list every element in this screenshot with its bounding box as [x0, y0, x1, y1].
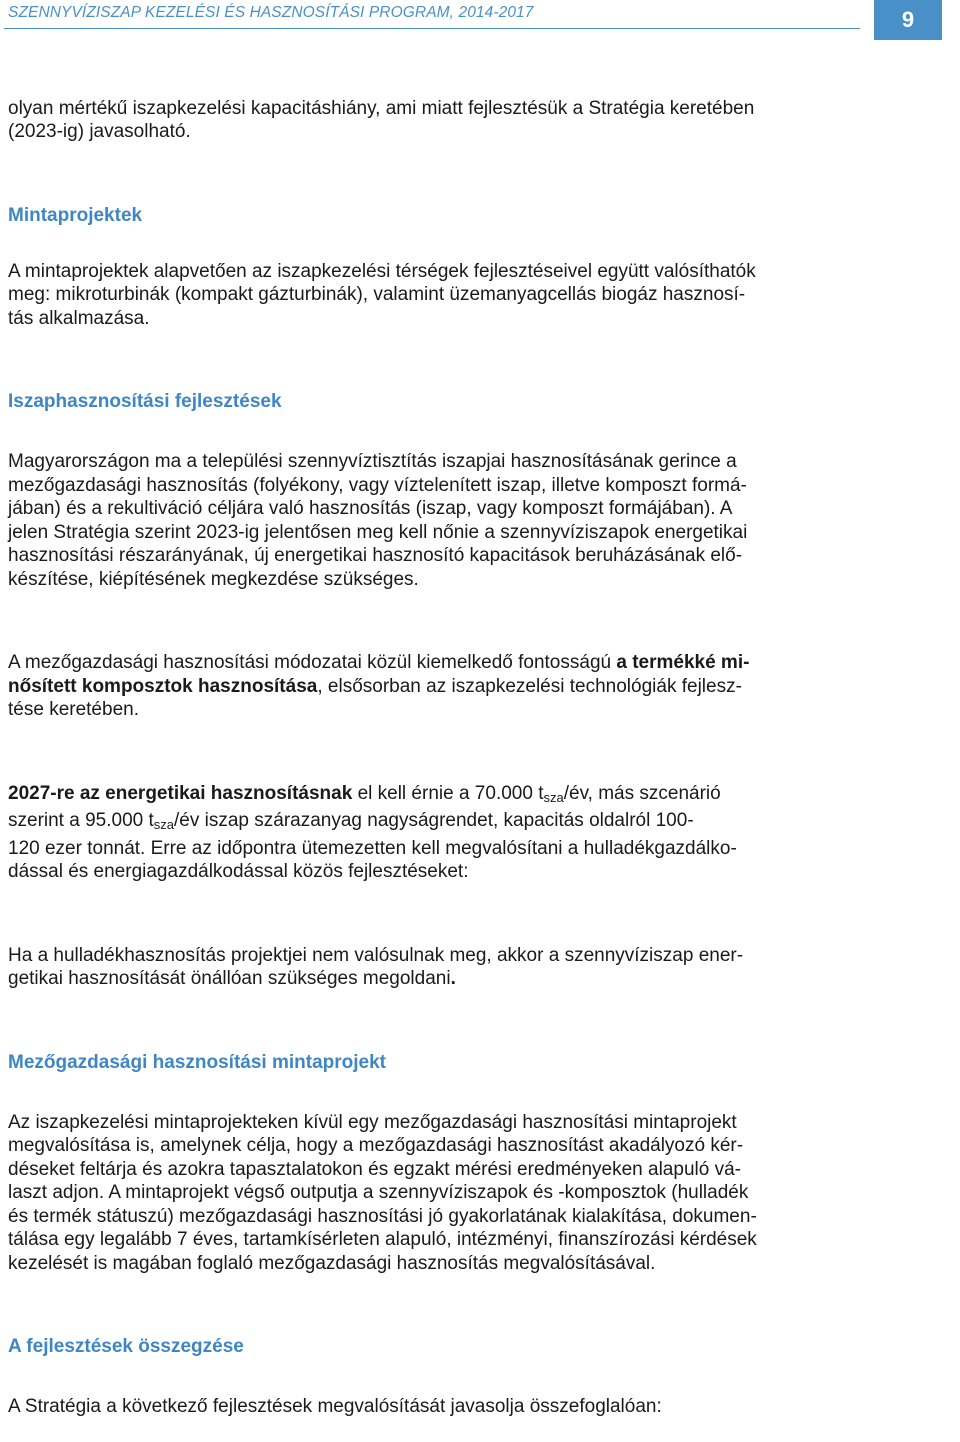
document-body — [8, 73, 954, 1442]
heading-fejlesztesek-osszegzese: A fejlesztések összegzése — [8, 1336, 244, 1357]
text-run: el kell érnie a 70.000 t — [352, 782, 544, 804]
bold-period: . — [450, 968, 456, 989]
paragraph-strategia: A Stratégia a következő fejlesztések megvalósítását javasolja összefoglalóan: — [8, 1396, 662, 1417]
document-running-title: SZENNYVÍZISZAP KEZELÉSI ÉS HASZNOSÍTÁSI PROGRAM, 2014-2017 — [8, 4, 534, 21]
heading-iszaphasznositasi-fejlesztesek: Iszaphasznosítási fejlesztések — [8, 391, 282, 412]
paragraph-ha-hulladekhasznositas — [8, 944, 954, 991]
bold-text-run: 2027-re az energetikai hasznosításnak — [8, 782, 353, 804]
subscript-sza: sza — [543, 789, 564, 805]
paragraph-2027-target — [8, 782, 954, 884]
subscript-sza: sza — [153, 817, 174, 832]
page-header — [0, 0, 960, 44]
text-run: Ha a hulladékhasznosítás projektjei nem valósulnak meg, akkor a szennyvíziszap ener- getikai hasznosítását önállóan szükséges megoldani — [8, 944, 744, 989]
paragraph-magyarorszagon: Magyarországon ma a települési szennyvíztisztítás iszapjai hasznosításának gerince a mezőgazdasági hasznosítás (folyékony, vagy víztelenített iszap, illetve komposzt formá- jában) és a rekultiváció céljára való hasznosítás (iszap, vagy komposzt formájában). A jelen Stratégia szerint 2023-ig jelentősen meg kell nőnie a szennyvíziszapok energetikai hasznosítási részarányának, új energetikai hasznosító kapacitások beruházásának elő- készítése, kiépítésének megkezdése szükséges. — [8, 451, 748, 590]
text-run: /év, más szcenárió szerint a 95.000 t — [8, 782, 721, 831]
paragraph-modozatai — [8, 651, 954, 722]
paragraph-intro: olyan mértékű iszapkezelési kapacitáshiány, ami miatt fejlesztésük a Stratégia keretében (2023-ig) javasolható. — [8, 97, 755, 142]
bold-text-run: a termékké mi- nősített komposztok hasznosítása — [8, 652, 750, 697]
text-run: , elsősorban az iszapkezelési technológiák fejlesz- tése keretében. — [8, 675, 742, 720]
text-run: A mezőgazdasági hasznosítási módozatai közül kiemelkedő fontosságú — [8, 652, 617, 673]
heading-mezogazdasagi-mintaprojekt: Mezőgazdasági hasznosítási mintaprojekt — [8, 1051, 386, 1073]
heading-mintaprojektek: Mintaprojektek — [8, 204, 143, 226]
paragraph-mintaprojektek: A mintaprojektek alapvetően az iszapkezelési térségek fejlesztéseivel együtt valósíthatók meg: mikroturbinák (kompakt gázturbinák), valamint üzemanyagcellás biogáz hasznosí- tás alkalmazása. — [8, 260, 756, 329]
header-divider — [4, 28, 860, 29]
text-run: /év iszap szárazanyag nagyságrendet, kapacitás oldalról 100- 120 ezer tonnát. Erre az időpontra ütemezetten kell megvalósítani a hulladékgazdálko- dással és energiagazdálkodással közös fejlesztéseket: — [8, 810, 737, 882]
page-number-badge: 9 — [874, 0, 942, 40]
paragraph-iszapkezelesi-mintaprojekt: Az iszapkezelési mintaprojekteken kívül egy mezőgazdasági hasznosítási mintaprojekt megvalósítása is, amelynek célja, hogy a mezőgazdasági hasznosítást akadályozó kér- déseket feltárja és azokra tapasztalatokon és egzakt mérési eredményeken alapuló vá- laszt adjon. A mintaprojekt végső outputja a szennyvíziszapok és -komposztok (hulladék és termék státuszú) mezőgazdasági hasznosítási jó gyakorlatának kialakítása, dokumen- tálása egy legalább 7 éves, tartamkísérleten alapuló, intézményi, finanszírozási kérdések kezelését is magában foglaló mezőgazdasági hasznosítás megvalósításával. — [8, 1111, 757, 1274]
